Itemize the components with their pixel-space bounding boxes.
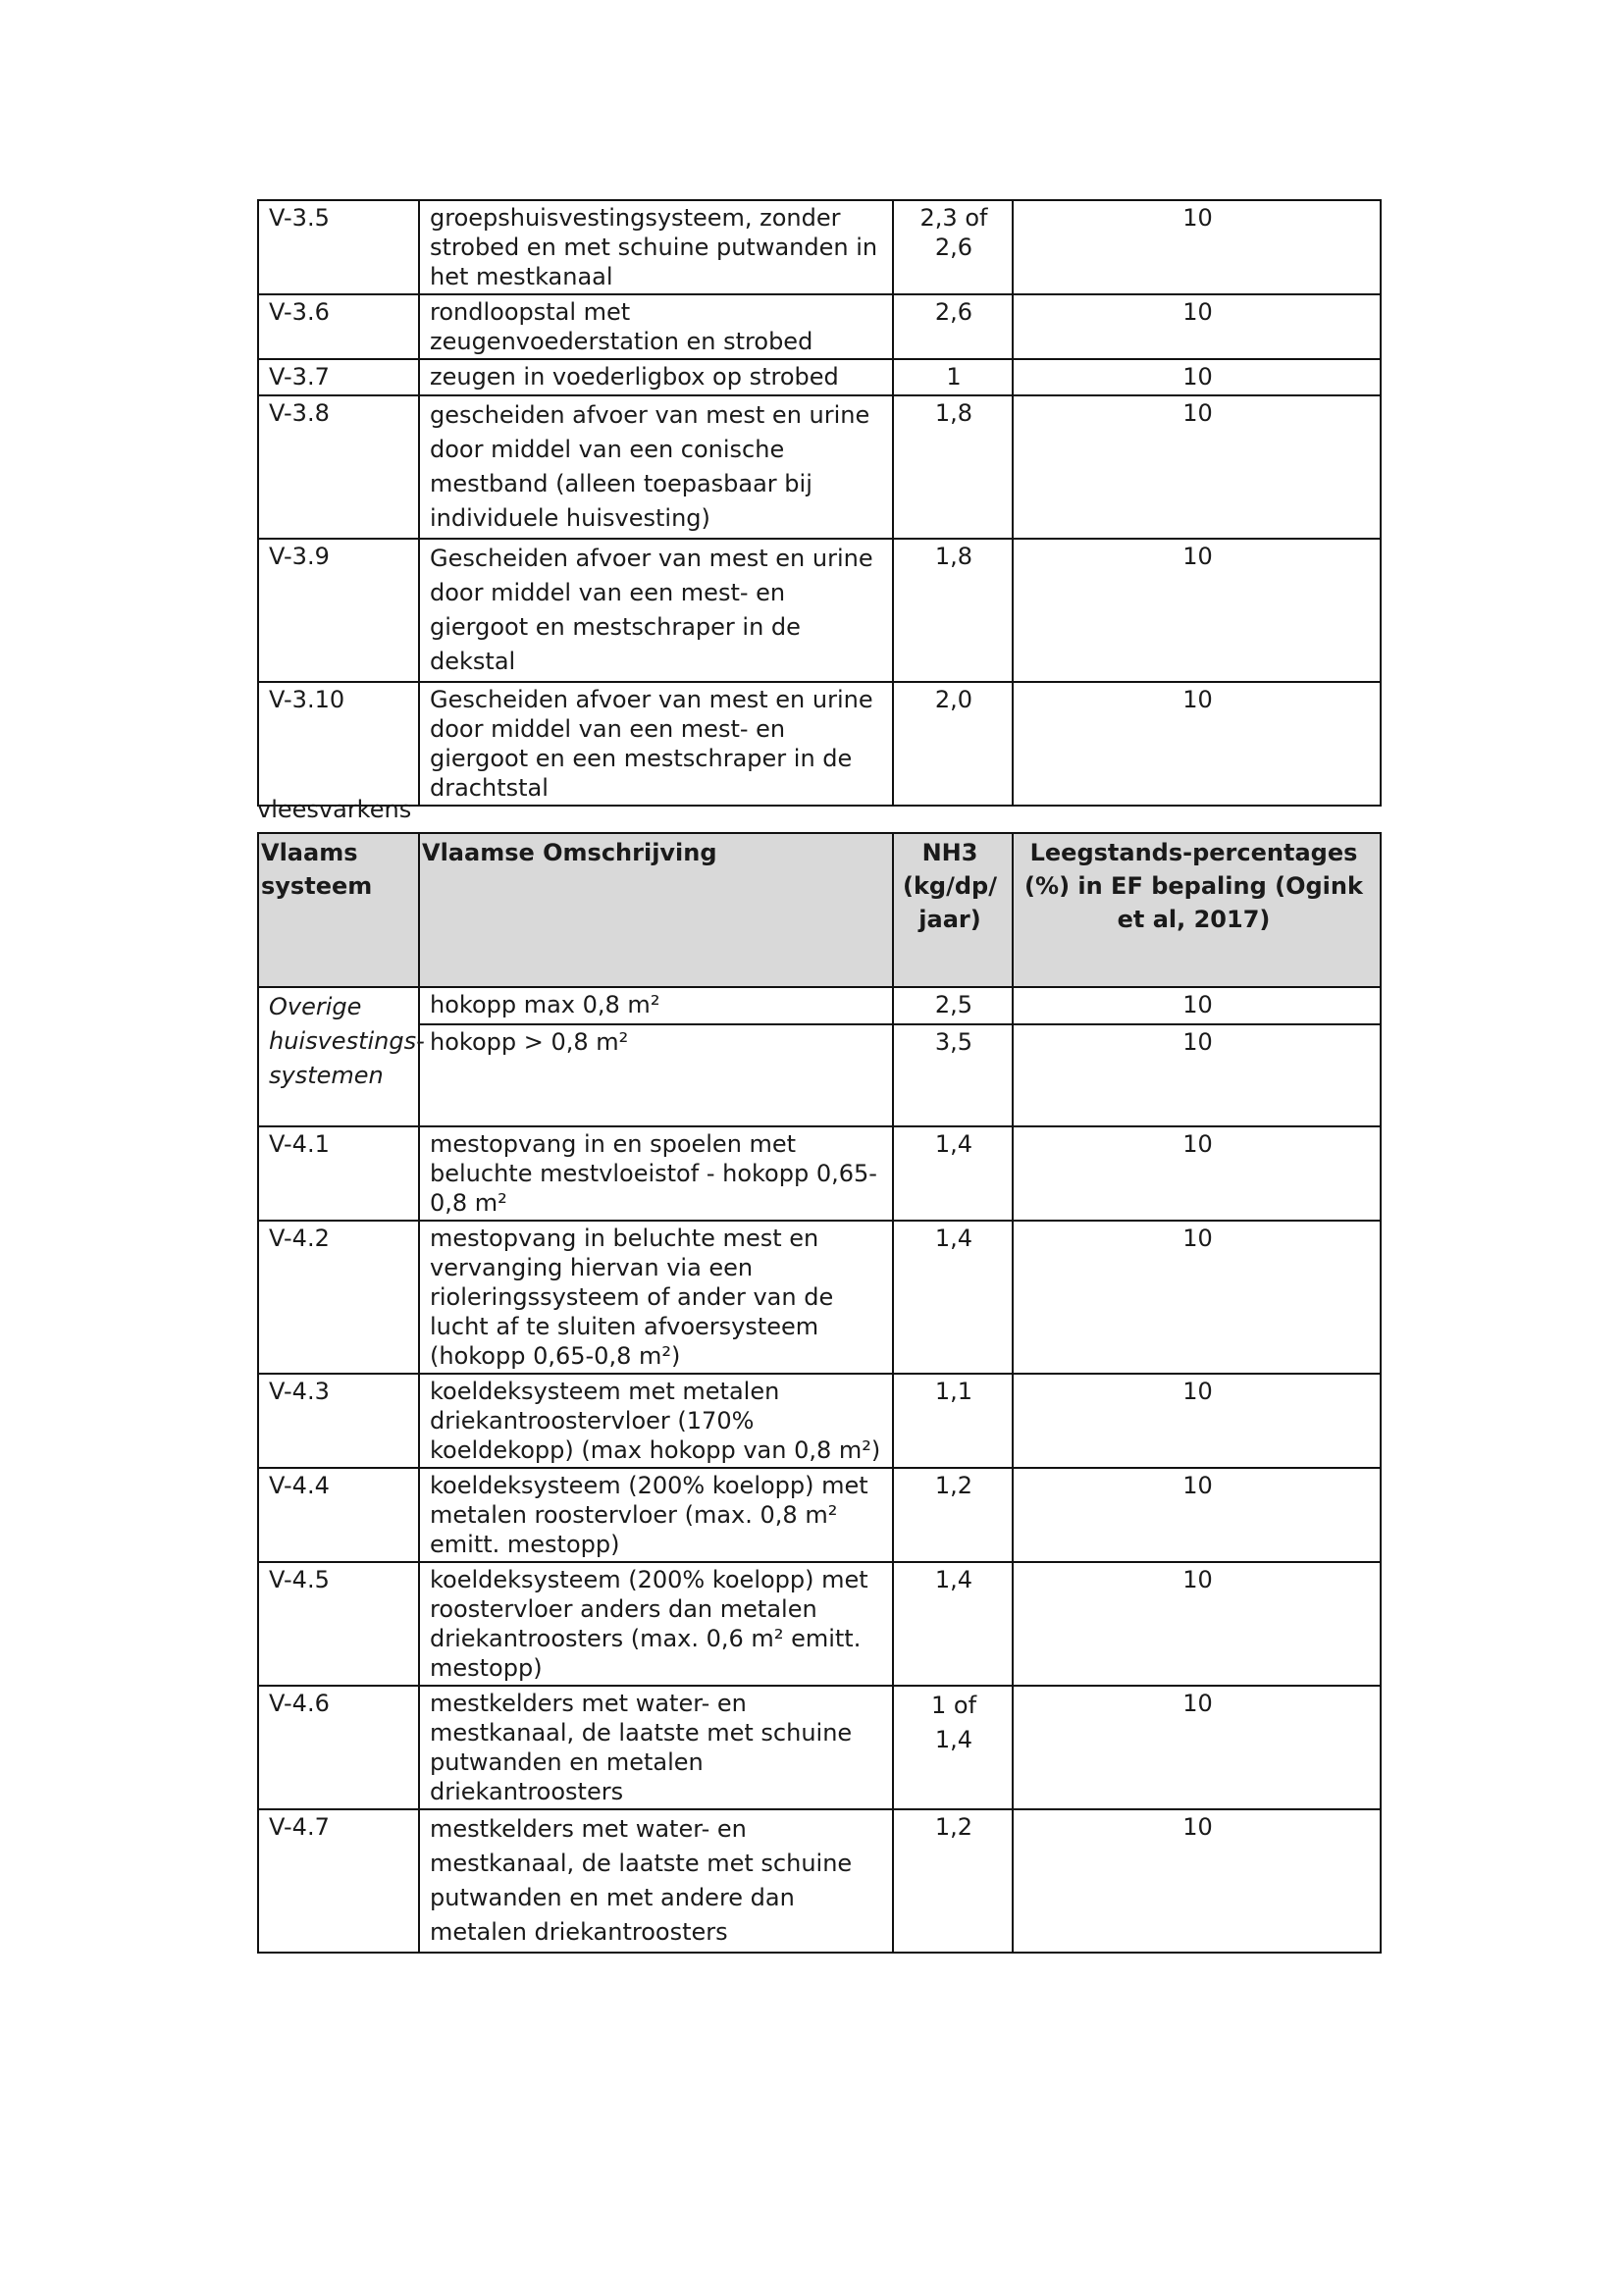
header-nh3: NH3 (kg/dp/ jaar) [893,833,1013,987]
leegstand-value: 10 [1013,1809,1381,1953]
leegstand-value: 10 [1013,1686,1381,1809]
table-row [258,1809,1381,1953]
nh3-value: 1,8 [893,539,1013,682]
system-description: gescheiden afvoer van mest en urine door middel van een conische mestband (alleen toepasbaar bij individuele huisvesting) [419,395,893,539]
system-code: V-3.10 [258,682,419,806]
leegstand-value: 10 [1013,1562,1381,1686]
table-row [258,294,1381,359]
nh3-value: 1,8 [893,395,1013,539]
leegstand-value: 10 [1013,1374,1381,1468]
leegstand-value: 10 [1013,395,1381,539]
table-row [258,1221,1381,1374]
system-description: zeugen in voederligbox op strobed [419,359,893,395]
nh3-value: 3,5 [893,1024,1013,1126]
system-code: V-3.8 [258,395,419,539]
system-code: V-3.7 [258,359,419,395]
nh3-value: 1,4 [893,1562,1013,1686]
system-description: mestopvang in beluchte mest en vervanging hiervan via een rioleringssysteem of ander van de lucht af te sluiten afvoersysteem (hokopp 0,65-0,8 m²) [419,1221,893,1374]
system-code: V-4.3 [258,1374,419,1468]
leegstand-value: 10 [1013,1126,1381,1221]
system-description: koeldeksysteem met metalen driekantroostervloer (170% koeldekopp) (max hokopp van 0,8 m²) [419,1374,893,1468]
table-row [258,539,1381,682]
table-row [258,1686,1381,1809]
system-description: mestopvang in en spoelen met beluchte mestvloeistof - hokopp 0,65-0,8 m² [419,1126,893,1221]
nh3-value: 2,6 [893,294,1013,359]
nh3-value: 1,4 [893,1126,1013,1221]
header-leegstand: Leegstands-percentages (%) in EF bepaling (Ogink et al, 2017) [1013,833,1381,987]
system-description: rondloopstal met zeugenvoederstation en strobed [419,294,893,359]
nh3-value: 1 [893,359,1013,395]
table-row [258,200,1381,294]
header-description: Vlaamse Omschrijving [419,833,893,987]
system-code: V-4.4 [258,1468,419,1562]
system-description: Gescheiden afvoer van mest en urine door middel van een mest- en giergoot en een mestschraper in de drachtstal [419,682,893,806]
zeugen-emission-table [257,199,1382,807]
table-row [258,1024,1381,1126]
table-row [258,1562,1381,1686]
table-row [258,359,1381,395]
nh3-value: 1,2 [893,1809,1013,1953]
system-code: Overige huisvestings-systemen [258,987,419,1126]
leegstand-value: 10 [1013,1468,1381,1562]
nh3-value: 1 of 1,4 [893,1686,1013,1809]
header-row [258,833,1381,987]
system-description: mestkelders met water- en mestkanaal, de laatste met schuine putwanden en metalen driekantroosters [419,1686,893,1809]
system-description: groepshuisvestingsysteem, zonder strobed en met schuine putwanden in het mestkanaal [419,200,893,294]
system-code: V-4.1 [258,1126,419,1221]
system-code: V-3.6 [258,294,419,359]
system-description: hokopp > 0,8 m² [419,1024,893,1126]
system-description: koeldeksysteem (200% koelopp) met roostervloer anders dan metalen driekantroosters (max. 0,6 m² emitt. mestopp) [419,1562,893,1686]
table-row [258,395,1381,539]
leegstand-value: 10 [1013,359,1381,395]
leegstand-value: 10 [1013,1024,1381,1126]
table-row [258,682,1381,806]
nh3-value: 1,1 [893,1374,1013,1468]
system-code: V-4.6 [258,1686,419,1809]
nh3-value: 2,0 [893,682,1013,806]
nh3-value: 2,5 [893,987,1013,1024]
system-description: koeldeksysteem (200% koelopp) met metalen roostervloer (max. 0,8 m² emitt. mestopp) [419,1468,893,1562]
leegstand-value: 10 [1013,682,1381,806]
header-code: Vlaams systeem [258,833,419,987]
nh3-value: 1,4 [893,1221,1013,1374]
system-code: V-3.5 [258,200,419,294]
vleesvarkens-emission-table [257,832,1382,1954]
nh3-value: 2,3 of 2,6 [893,200,1013,294]
table-row [258,1468,1381,1562]
leegstand-value: 10 [1013,539,1381,682]
system-code: V-3.9 [258,539,419,682]
system-code: V-4.2 [258,1221,419,1374]
system-description: mestkelders met water- en mestkanaal, de laatste met schuine putwanden en met andere dan metalen driekantroosters [419,1809,893,1953]
table-row [258,987,1381,1024]
system-code: V-4.7 [258,1809,419,1953]
table-row [258,1126,1381,1221]
leegstand-value: 10 [1013,1221,1381,1374]
leegstand-value: 10 [1013,294,1381,359]
leegstand-value: 10 [1013,200,1381,294]
table-row [258,1374,1381,1468]
leegstand-value: 10 [1013,987,1381,1024]
section-label: vleesvarkens [257,796,412,823]
nh3-value: 1,2 [893,1468,1013,1562]
system-code: V-4.5 [258,1562,419,1686]
system-description: Gescheiden afvoer van mest en urine door middel van een mest- en giergoot en mestschraper in de dekstal [419,539,893,682]
system-description: hokopp max 0,8 m² [419,987,893,1024]
